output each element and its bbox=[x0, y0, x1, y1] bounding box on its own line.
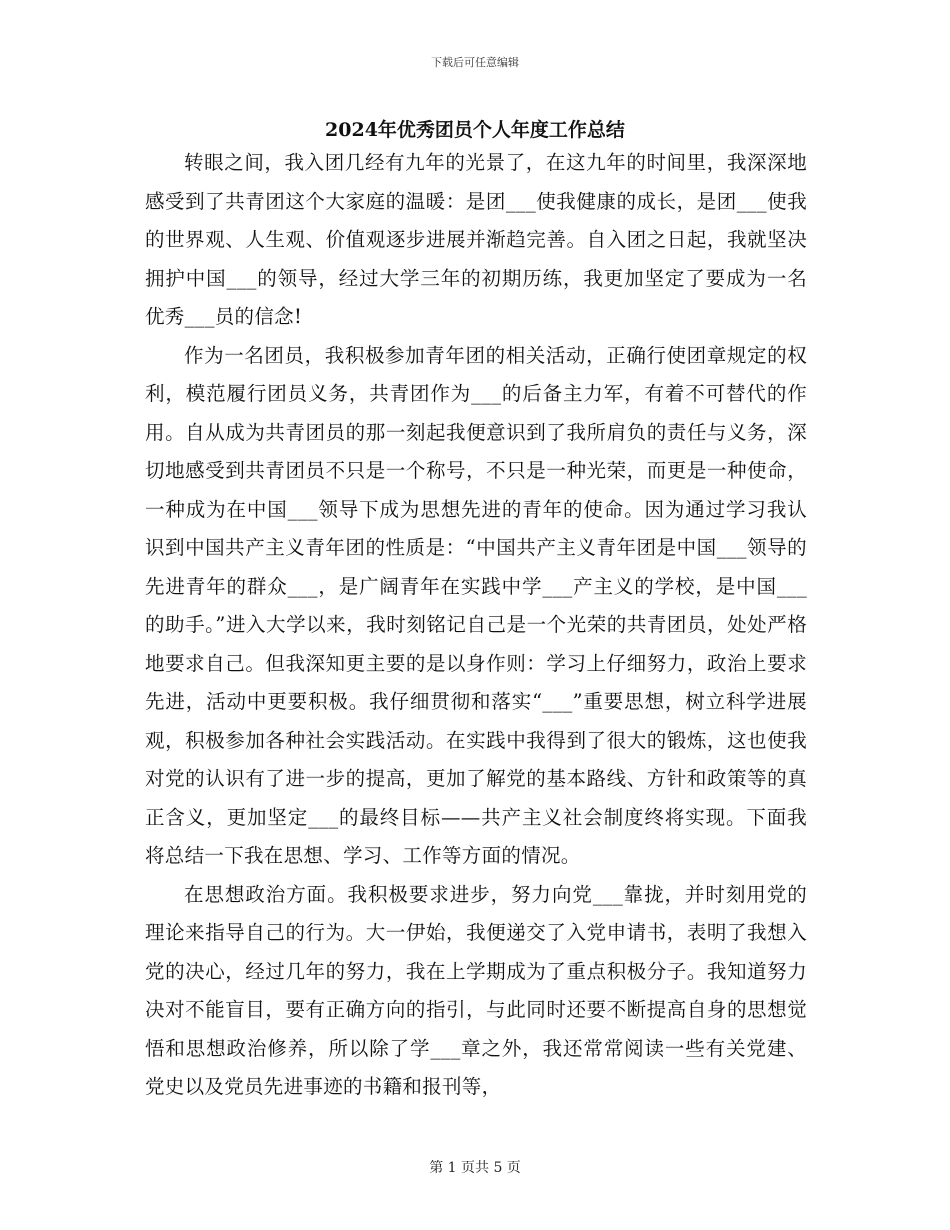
paragraph-1: 转眼之间，我入团几经有九年的光景了，在这九年的时间里，我深深地感受到了共青团这个大家庭的温暖：是团___使我健康的成长，是团___使我的世界观、人生观、价值观逐步进展并渐趋完善。自入团之日起，我就坚决拥护中国___的领导，经过大学三年的初期历练，我更加坚定了要成为一名优秀___员的信念! bbox=[145, 151, 807, 328]
page-number: 第 1 页共 5 页 bbox=[429, 1160, 521, 1176]
document-body bbox=[145, 144, 807, 1107]
paragraph-3: 在思想政治方面。我积极要求进步，努力向党___靠拢，并时刻用党的理论来指导自己的行为。大一伊始，我便递交了入党申请书，表明了我想入党的决心，经过几年的努力，我在上学期成为了重点积极分子。我知道努力决对不能盲目，要有正确方向的指引，与此同时还要不断提高自身的思想觉悟和思想政治修养，所以除了学___章之外，我还常常阅读一些有关党建、党史以及党员先进事迹的书籍和报刊等， bbox=[145, 882, 807, 1098]
document-title: 2024年优秀团员个人年度工作总结 bbox=[325, 119, 625, 141]
paragraph-2: 作为一名团员，我积极参加青年团的相关活动，正确行使团章规定的权利，模范履行团员义务，共青团作为___的后备主力军，有着不可替代的作用。自从成为共青团员的那一刻起我便意识到了我所肩负的责任与义务，深切地感受到共青团员不只是一个称号，不只是一种光荣，而更是一种使命，一种成为在中国___领导下成为思想先进的青年的使命。因为通过学习我认识到中国共产主义青年团的性质是：“中国共产主义青年团是中国___领导的先进青年的群众___，是广阔青年在实践中学___产主义的学校，是中国___的助手。”进入大学以来，我时刻铭记自己是一个光荣的共青团员，处处严格地要求自己。但我深知更主要的是以身作则：学习上仔细努力，政治上要求先进，活动中更要积极。我仔细贯彻和落实“___”重要思想，树立科学进展观，积极参加各种社会实践活动。在实践中我得到了很大的锻炼，这也使我对党的认识有了进一步的提高，更加了解党的基本路线、方针和政策等的真正含义，更加坚定___的最终目标——共产主义社会制度终将实现。下面我将总结一下我在思想、学习、工作等方面的情况。 bbox=[145, 343, 807, 867]
page-header-note: 下载后可任意编辑 bbox=[431, 56, 519, 69]
